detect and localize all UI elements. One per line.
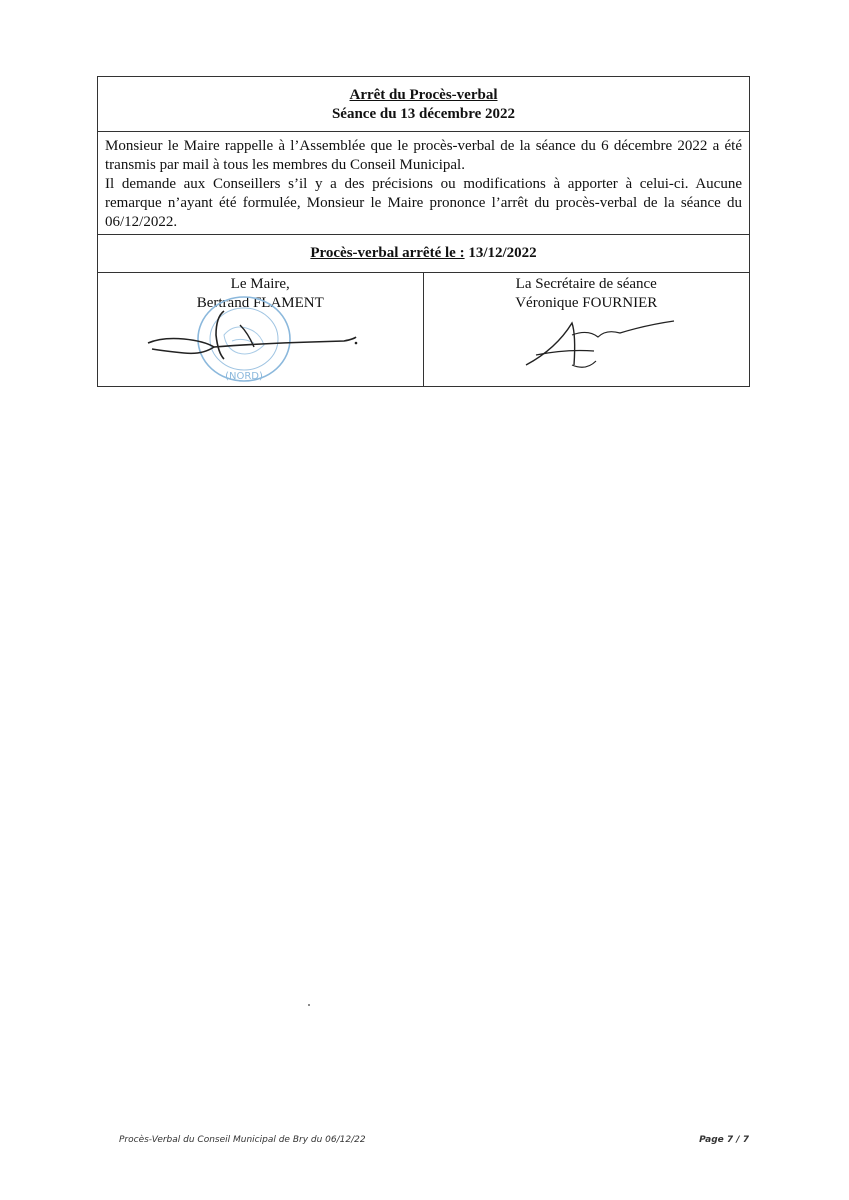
- mayor-name: Bertrand FLAMENT: [196, 295, 324, 311]
- signature-row: [98, 273, 749, 386]
- body-paragraph-2: Il demande aux Conseillers s’il y a des précisions ou modifications à apporter à celui-ci. Aucune remarque n’ayant été formulée, Monsieur le Maire prononce l’arrêt du procès-verbal de la séance du 06/12/2022.: [105, 176, 742, 230]
- secretary-name: Véronique FOURNIER: [515, 295, 658, 311]
- document-title: Arrêt du Procès-verbal: [349, 87, 498, 103]
- approval-date-row: [98, 235, 749, 273]
- body-paragraph-1: Monsieur le Maire rappelle à l’Assemblée que le procès-verbal de la séance du 6 décembre 2022 a été transmis par mail à tous les membres du Conseil Municipal.: [105, 138, 742, 173]
- mayor-signature-block: [98, 273, 424, 386]
- minutes-approval-table: [97, 76, 750, 387]
- mayor-signature-icon: [144, 307, 360, 367]
- title-block: [98, 77, 749, 132]
- approval-date: 13/12/2022: [468, 245, 537, 261]
- secretary-signature-icon: [516, 315, 676, 373]
- approval-label: Procès-verbal arrêté le :: [310, 245, 465, 261]
- mayor-role: Le Maire,: [230, 276, 290, 292]
- scan-speck: [308, 1004, 310, 1006]
- secretary-signature-block: [424, 273, 750, 386]
- stamp-text: (NORD): [225, 371, 263, 382]
- footer-page-number: Page 7 / 7: [699, 1135, 749, 1145]
- body-text-block: [98, 132, 749, 235]
- footer-document-title: Procès-Verbal du Conseil Municipal de Bry du 06/12/22: [119, 1135, 366, 1145]
- session-date-heading: Séance du 13 décembre 2022: [331, 106, 516, 122]
- secretary-role: La Secrétaire de séance: [515, 276, 657, 292]
